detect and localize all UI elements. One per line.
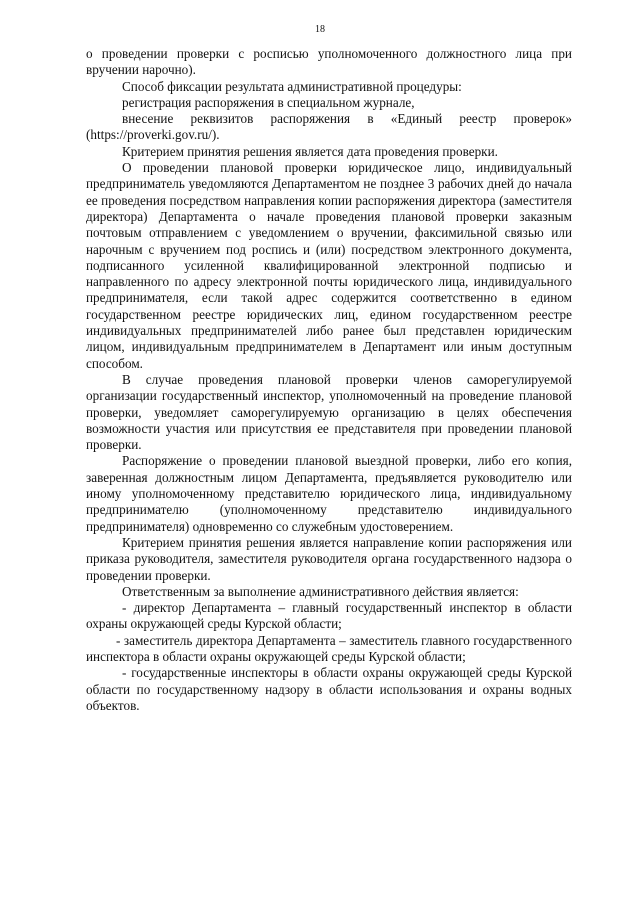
paragraph-decision-criterion-date: Критерием принятия решения является дата проведения проверки. [122,143,498,159]
list-item-director: - директор Департамента – главный государственный инспектор в области охраны окружающей среды Курской области; [86,600,572,632]
paragraph-sro-notice: В случае проведения плановой проверки членов саморегулируемой организации государственный инспектор, уполномоченный на проведение плановой проверки, уведомляет саморегулируемую организацию в целях обеспечения возможности участия или присутствия ее представителя при проведении плановой проверки. [86,371,572,453]
paragraph-planned-inspection-notice: О проведении плановой проверки юридическое лицо, индивидуальный предприниматель уведомляются Департаментом не позднее 3 рабочих дней до начала ее проведения посредством направления копии распоряжения директора (заместителя директора) Департамента о начале проведения плановой проверки заказным почтовым отправлением с уведомлением о вручении, факсимильной связью или нарочным с вручением под роспись и (или) посредством электронного документа, подписанного усиленной квалифицированной электронной подписью и направленного по адресу электронной почты юридического лица, индивидуального предпринимателя, если такой адрес содержится соответственно в едином государственном реестре юридических лиц, едином государственном реестре индивидуальных предпринимателей либо ранее был представлен юридическим лицом, индивидуальным предпринимателем в Департамент или иным доступным способом. [86,160,572,371]
paragraph-decision-criterion-copy: Критерием принятия решения является направление копии распоряжения или приказа руководителя, заместителя руководителя органа государственного надзора о проведении проверки. [86,534,572,583]
paragraph-order-presentation: Распоряжение о проведении плановой выездной проверки, либо его копия, заверенная должностным лицом Департамента, предъявляется руководителю или иному уполномоченному представителю юридического лица, индивидуальному предпринимателю (уполномоченному представителю индивидуального предпринимателя) одновременно со служебным удостоверением. [86,453,572,534]
paragraph-registry-entry: внесение реквизитов распоряжения в «Единый реестр проверок» (https://proverki.gov.ru/). [86,111,572,143]
paragraph-journal-registration: регистрация распоряжения в специальном журнале, [122,94,415,110]
paragraph-handover-signature: о проведении проверки с росписью уполномоченного должностного лица при вручении нарочно). [86,46,572,78]
paragraph-responsible-heading: Ответственным за выполнение административного действия является: [122,583,519,599]
list-item-deputy-director: - заместитель директора Департамента – заместитель главного государственного инспектора в области охраны окружающей среды Курской области; [86,632,572,664]
document-body [86,46,572,714]
page-number: 18 [315,24,325,35]
paragraph-fixation-method: Способ фиксации результата административной процедуры: [122,78,462,94]
list-item-state-inspectors: - государственные инспекторы в области охраны окружающей среды Курской области по государственному надзору в области использования и охраны водных объектов. [86,665,572,713]
